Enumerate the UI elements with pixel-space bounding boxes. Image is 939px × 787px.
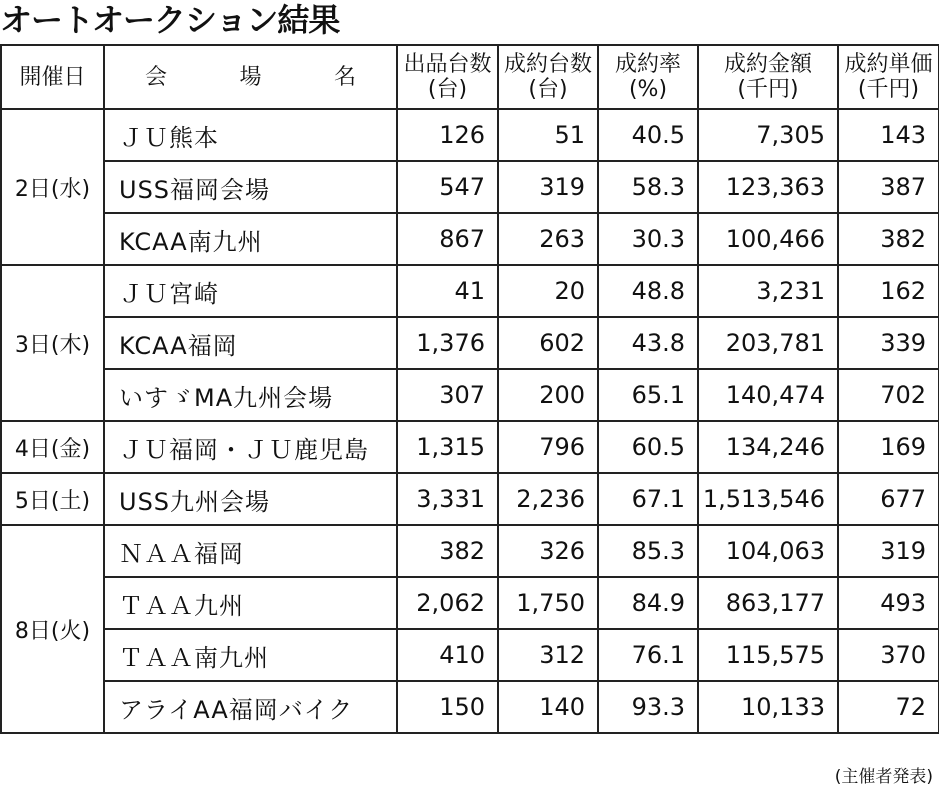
date-cell: 8日(火) bbox=[1, 525, 104, 733]
rate-cell: 58.3 bbox=[598, 161, 698, 213]
sold-cell: 326 bbox=[498, 525, 598, 577]
venue-cell: USS福岡会場 bbox=[104, 161, 397, 213]
date-cell: 3日(木) bbox=[1, 265, 104, 421]
rate-cell: 93.3 bbox=[598, 681, 698, 733]
table-row bbox=[1, 265, 939, 317]
header-unit-price-label: 成約単価 bbox=[844, 52, 933, 77]
header-amount-label: 成約金額 bbox=[723, 52, 812, 77]
venue-cell: ＪＵ福岡・ＪＵ鹿児島 bbox=[104, 421, 397, 473]
amount-cell: 1,513,546 bbox=[698, 473, 838, 525]
unit-price-cell: 493 bbox=[838, 577, 939, 629]
table-row bbox=[1, 161, 939, 213]
sold-cell: 200 bbox=[498, 369, 598, 421]
venue-cell: ＪＵ宮崎 bbox=[104, 265, 397, 317]
unit-price-cell: 387 bbox=[838, 161, 939, 213]
amount-cell: 203,781 bbox=[698, 317, 838, 369]
header-listed-label: 出品台数 bbox=[403, 52, 492, 77]
date-cell: 2日(水) bbox=[1, 109, 104, 265]
sold-cell: 20 bbox=[498, 265, 598, 317]
date-cell: 4日(金) bbox=[1, 421, 104, 473]
unit-price-cell: 319 bbox=[838, 525, 939, 577]
header-venue bbox=[104, 45, 397, 109]
header-rate-unit: (%) bbox=[628, 77, 668, 102]
header-sold-label: 成約台数 bbox=[503, 52, 592, 77]
rate-cell: 65.1 bbox=[598, 369, 698, 421]
rate-cell: 76.1 bbox=[598, 629, 698, 681]
header-unit-price-unit: (千円) bbox=[857, 77, 920, 102]
listed-cell: 3,331 bbox=[397, 473, 498, 525]
table-row bbox=[1, 525, 939, 577]
venue-cell: ＴＡＡ九州 bbox=[104, 577, 397, 629]
sold-cell: 1,750 bbox=[498, 577, 598, 629]
header-row bbox=[1, 45, 939, 109]
amount-cell: 123,363 bbox=[698, 161, 838, 213]
header-amount-unit: (千円) bbox=[737, 77, 799, 102]
sold-cell: 51 bbox=[498, 109, 598, 161]
sold-cell: 312 bbox=[498, 629, 598, 681]
rate-cell: 84.9 bbox=[598, 577, 698, 629]
rate-cell: 40.5 bbox=[598, 109, 698, 161]
venue-cell: KCAA福岡 bbox=[104, 317, 397, 369]
header-date: 開催日 bbox=[1, 45, 104, 109]
header-sold bbox=[498, 45, 598, 109]
listed-cell: 2,062 bbox=[397, 577, 498, 629]
venue-cell: USS九州会場 bbox=[104, 473, 397, 525]
unit-price-cell: 72 bbox=[838, 681, 939, 733]
table-row bbox=[1, 213, 939, 265]
unit-price-cell: 382 bbox=[838, 213, 939, 265]
table-row bbox=[1, 681, 939, 733]
listed-cell: 126 bbox=[397, 109, 498, 161]
header-amount bbox=[698, 45, 838, 109]
sold-cell: 140 bbox=[498, 681, 598, 733]
rate-cell: 48.8 bbox=[598, 265, 698, 317]
header-venue-char-3: 名 bbox=[333, 64, 356, 90]
table-row bbox=[1, 421, 939, 473]
amount-cell: 10,133 bbox=[698, 681, 838, 733]
date-cell: 5日(土) bbox=[1, 473, 104, 525]
unit-price-cell: 162 bbox=[838, 265, 939, 317]
table-row bbox=[1, 473, 939, 525]
header-rate bbox=[598, 45, 698, 109]
table-row bbox=[1, 109, 939, 161]
rate-cell: 60.5 bbox=[598, 421, 698, 473]
page-title: オートオークション結果 bbox=[0, 1, 340, 39]
sold-cell: 796 bbox=[498, 421, 598, 473]
listed-cell: 1,376 bbox=[397, 317, 498, 369]
rate-cell: 30.3 bbox=[598, 213, 698, 265]
amount-cell: 134,246 bbox=[698, 421, 838, 473]
venue-cell: ＪＵ熊本 bbox=[104, 109, 397, 161]
rate-cell: 43.8 bbox=[598, 317, 698, 369]
listed-cell: 150 bbox=[397, 681, 498, 733]
listed-cell: 867 bbox=[397, 213, 498, 265]
auction-results-table bbox=[0, 44, 939, 734]
amount-cell: 863,177 bbox=[698, 577, 838, 629]
unit-price-cell: 370 bbox=[838, 629, 939, 681]
unit-price-cell: 702 bbox=[838, 369, 939, 421]
header-venue-char-2: 場 bbox=[239, 64, 262, 90]
rate-cell: 67.1 bbox=[598, 473, 698, 525]
header-listed-unit: (台) bbox=[427, 77, 468, 102]
venue-cell: ＴＡＡ南九州 bbox=[104, 629, 397, 681]
table-row bbox=[1, 369, 939, 421]
venue-cell: ＮＡＡ福岡 bbox=[104, 525, 397, 577]
amount-cell: 3,231 bbox=[698, 265, 838, 317]
header-unit-price bbox=[838, 45, 939, 109]
table-row bbox=[1, 317, 939, 369]
header-venue-char-1: 会 bbox=[145, 64, 168, 90]
table-row bbox=[1, 629, 939, 681]
unit-price-cell: 677 bbox=[838, 473, 939, 525]
header-listed bbox=[397, 45, 498, 109]
amount-cell: 7,305 bbox=[698, 109, 838, 161]
amount-cell: 100,466 bbox=[698, 213, 838, 265]
sold-cell: 319 bbox=[498, 161, 598, 213]
venue-cell: アライAA福岡バイク bbox=[104, 681, 397, 733]
header-rate-label: 成約率 bbox=[614, 52, 681, 77]
venue-cell: KCAA南九州 bbox=[104, 213, 397, 265]
amount-cell: 104,063 bbox=[698, 525, 838, 577]
unit-price-cell: 339 bbox=[838, 317, 939, 369]
amount-cell: 140,474 bbox=[698, 369, 838, 421]
listed-cell: 307 bbox=[397, 369, 498, 421]
source-note: (主催者発表) bbox=[834, 767, 933, 787]
listed-cell: 547 bbox=[397, 161, 498, 213]
listed-cell: 1,315 bbox=[397, 421, 498, 473]
header-sold-unit: (台) bbox=[528, 77, 568, 102]
sold-cell: 602 bbox=[498, 317, 598, 369]
listed-cell: 41 bbox=[397, 265, 498, 317]
listed-cell: 382 bbox=[397, 525, 498, 577]
unit-price-cell: 143 bbox=[838, 109, 939, 161]
rate-cell: 85.3 bbox=[598, 525, 698, 577]
unit-price-cell: 169 bbox=[838, 421, 939, 473]
sold-cell: 263 bbox=[498, 213, 598, 265]
listed-cell: 410 bbox=[397, 629, 498, 681]
amount-cell: 115,575 bbox=[698, 629, 838, 681]
venue-cell: いすゞMA九州会場 bbox=[104, 369, 397, 421]
sold-cell: 2,236 bbox=[498, 473, 598, 525]
table-row bbox=[1, 577, 939, 629]
